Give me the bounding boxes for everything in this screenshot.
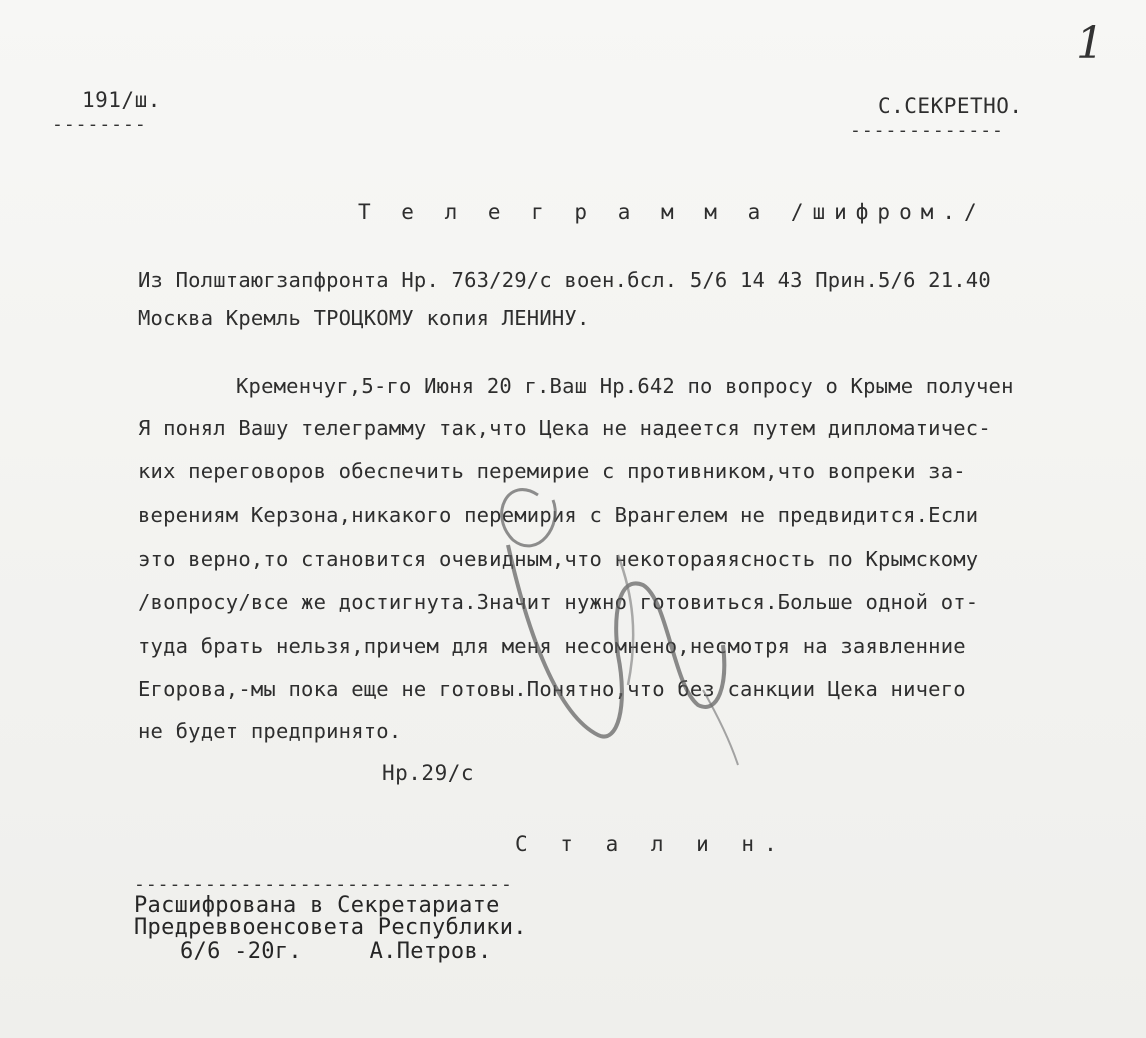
body-line: /вопросу/все же достигнута.Значит нужно готовиться.Больше одной от- [138, 590, 979, 614]
footer-line: 6/6 -20г. А.Петров. [180, 939, 492, 964]
classification-stamp: С.СЕКРЕТНО. [878, 94, 1023, 118]
reference-number: 191/ш. [82, 88, 161, 112]
header-line-from: Из Полштаюгзапфронта Нр. 763/29/с воен.бсл. 5/6 14 43 Прин.5/6 21.40 [138, 268, 991, 292]
footer-line: Расшифрована в Секретариате [134, 893, 500, 918]
body-line: Кременчуг,5-го Июня 20 г.Ваш Нр.642 по вопросу о Крыме получен [236, 374, 1014, 398]
body-line: Я понял Вашу телеграмму так,что Цека не надеется путем дипломатичес- [138, 416, 991, 440]
footer-rule: -------------------------------- [134, 874, 513, 895]
body-line: верениям Керзона,никакого перемирия с Врангелем не предвидится.Если [138, 503, 979, 527]
footer-line: Предреввоенсовета Республики. [134, 915, 527, 940]
body-line: это верно,то становится очевидным,что некотораяясность по Крымскому [138, 547, 979, 571]
telegram-title: Т е л е г р а м м а /шифром./ [358, 200, 986, 224]
body-line: туда брать нельзя,причем для меня несомнено,несмотря на заявленние [138, 634, 966, 658]
body-line: Егорова,-мы пока еще не готовы.Понятно,что без санкции Цека ничего [138, 677, 966, 701]
header-line-to: Москва Кремль ТРОЦКОМУ копия ЛЕНИНУ. [138, 306, 590, 330]
reference-underline: -------- [52, 114, 147, 135]
body-line: ких переговоров обеспечить перемирие с противником,что вопреки за- [138, 459, 966, 483]
signatory-name: С т а л и н. [515, 832, 787, 856]
telegram-number: Нр.29/с [382, 761, 475, 785]
page-number: 1 [1076, 18, 1104, 69]
classification-underline: ------------- [850, 120, 1004, 141]
body-line: не будет предпринято. [138, 719, 402, 743]
